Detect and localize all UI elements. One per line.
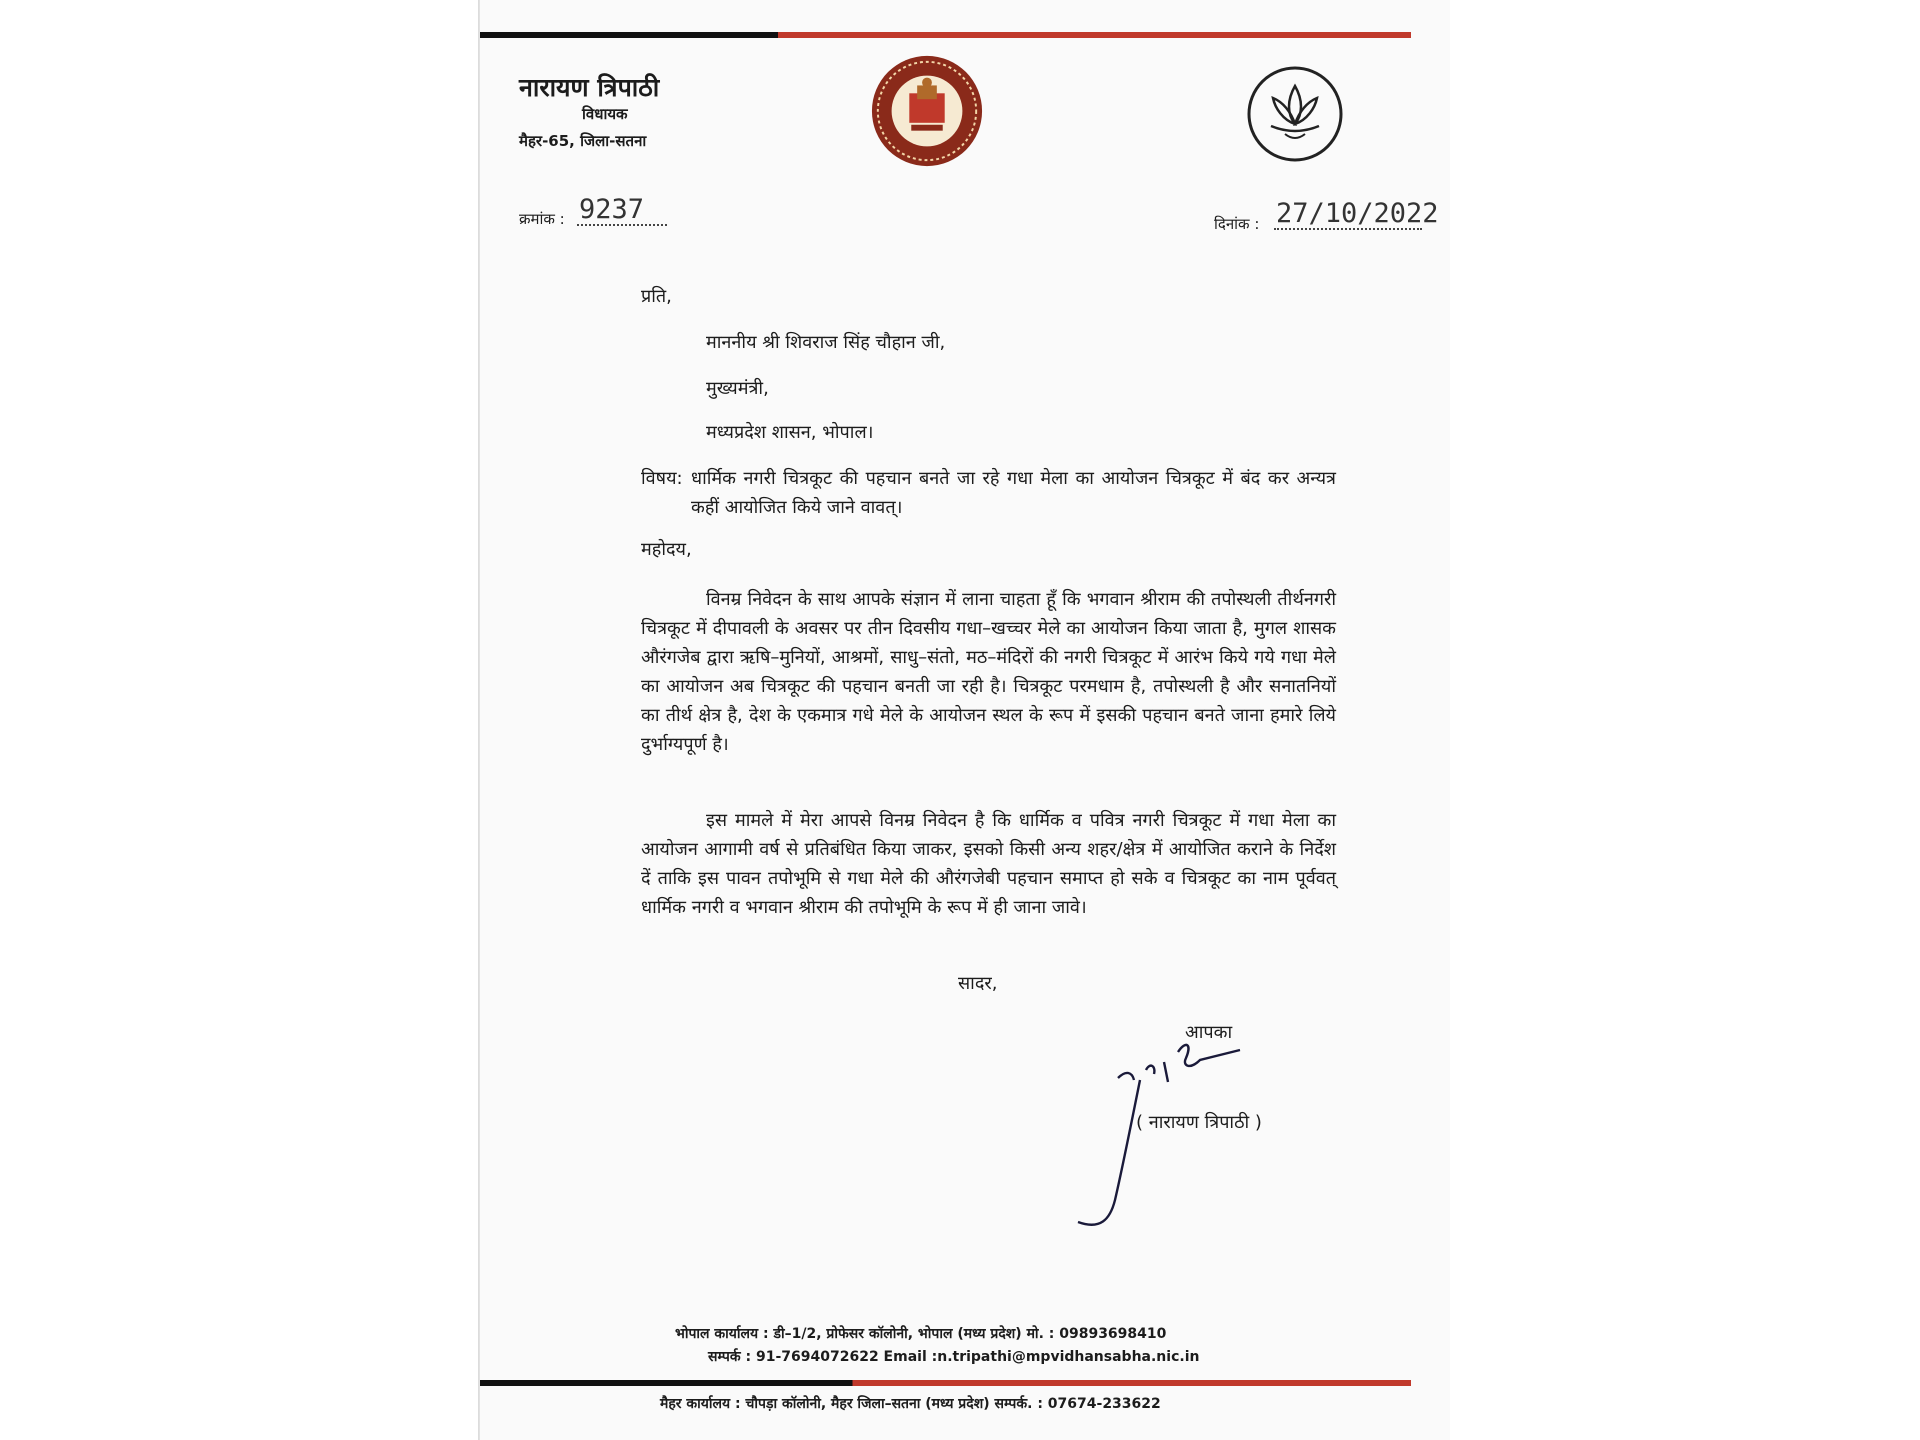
recipient-title: मुख्यमंत्री, <box>706 378 769 399</box>
letterhead-designation: विधायक <box>582 105 628 123</box>
subject-label: विषय: <box>641 468 683 489</box>
closing-regards: सादर, <box>958 973 998 994</box>
subject-text: धार्मिक नगरी चित्रकूट की पहचान बनते जा रहे गधा मेला का आयोजन चित्रकूट में बंद कर अन्यत्र कहीं आयोजित किये जाने वावत्। <box>691 468 1336 518</box>
date-label: दिनांक : <box>1214 215 1260 233</box>
footer-maihar-office: मैहर कार्यालय : चौपड़ा कॉलोनी, मैहर जिला–सतना (मध्य प्रदेश) सम्पर्क. : 07674-233622 <box>660 1396 1161 1412</box>
date-dotted-line <box>1274 228 1422 230</box>
date-value: 27/10/2022 <box>1276 198 1439 229</box>
recipient-office: मध्यप्रदेश शासन, भोपाल। <box>706 422 874 443</box>
top-rule <box>480 32 1411 38</box>
subject-block <box>641 464 1336 522</box>
ref-dotted-line <box>577 224 667 226</box>
letterhead-name: नारायण त्रिपाठी <box>519 73 660 102</box>
footer-bhopal-office: भोपाल कार्यालय : डी–1/2, प्रोफेसर कॉलोनी, भोपाल (मध्य प्रदेश) मो. : 09893698410 <box>675 1326 1167 1342</box>
recipient-name: माननीय श्री शिवराज सिंह चौहान जी, <box>706 332 946 353</box>
lotus-icon <box>1245 64 1345 164</box>
closing-yours: आपका <box>1185 1022 1233 1043</box>
body-paragraph-2: इस मामले में मेरा आपसे विनम्र निवेदन है कि धार्मिक व पवित्र नगरी चित्रकूट में गधा मेला का आयोजन आगामी वर्ष से प्रतिबंधित किया जाकर, इसको किसी अन्य शहर/क्षेत्र में आयोजित कराने के निर्देश दें ताकि इस पावन तपोभूमि से गधा मेले की औरंगजेबी पहचान समाप्त हो सके व चित्रकूट का नाम पूर्ववत् धार्मिक नगरी व भगवान श्रीराम की तपोभूमि के रूप में ही जाना जावे। <box>641 810 1336 918</box>
bottom-rule <box>480 1380 1411 1386</box>
ref-number: 9237 <box>579 194 645 225</box>
body-paragraph-1: विनम्र निवेदन के साथ आपके संज्ञान में लाना चाहता हूँ कि भगवान श्रीराम की तपोस्थली तीर्थनगरी चित्रकूट में दीपावली के अवसर पर तीन दिवसीय गधा–खच्चर मेले का आयोजन किया जाता है, मुगल शासक औरंगजेब द्वारा ऋषि–मुनियों, आश्रमों, साधु–संतो, मठ–मंदिरों की नगरी चित्रकूट में आरंभ किये गये गधा मेले का आयोजन अब चित्रकूट की पहचान बनती जा रही है। चित्रकूट परमधाम है, तपोस्थली है और सनातनियों का तीर्थ क्षेत्र है, देश के एकमात्र गधे मेले के आयोजन स्थल के रूप में इसकी पहचान बनते जाना हमारे लिये दुर्भाग्यपूर्ण है। <box>641 589 1336 755</box>
assembly-seal-icon <box>868 52 986 170</box>
letterhead-constituency: मैहर-65, जिला-सतना <box>519 132 647 150</box>
greeting: महोदय, <box>641 539 692 560</box>
footer-contact: सम्पर्क : 91-7694072622 Email :n.tripathi@mpvidhansabha.nic.in <box>708 1349 1200 1365</box>
salutation: प्रति, <box>641 286 672 307</box>
signatory-name: ( नारायण त्रिपाठी ) <box>1136 1112 1262 1133</box>
ref-label: क्रमांक : <box>519 210 565 228</box>
